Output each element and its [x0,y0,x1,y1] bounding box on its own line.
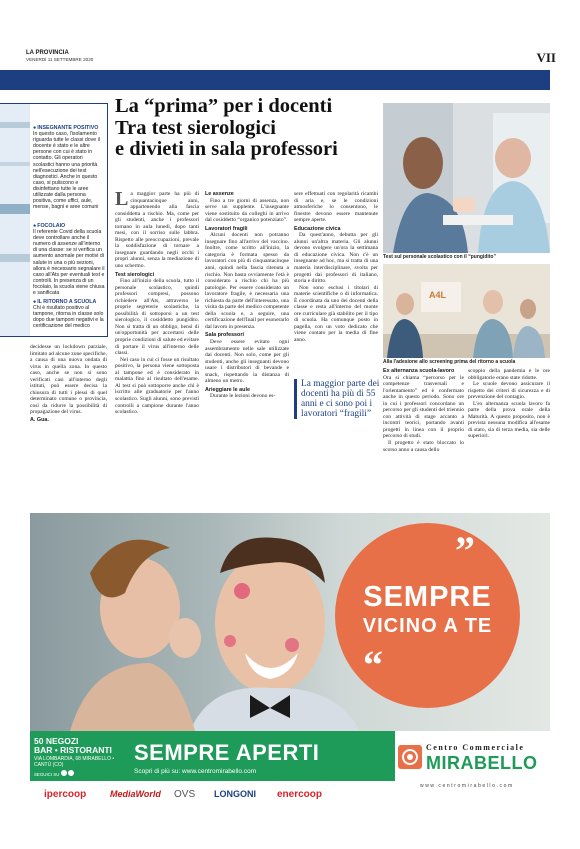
ad-store-info [34,737,126,777]
paragraph: Le scuole devono assicurare il rispetto dei criteri di sicurezza e di prevenzione del contagio. [468,381,550,401]
paragraph: Da quest'anno, debutta per gli alunni un'altra materia. Gli alunni devono svolgere un'ora la settimana di educazione civica. Non c'è un insegnante ad hoc, ma si tratta di una materia interdisciplinare, svolta per progetti dai professori di italiano, storia e diritto. [294,232,378,285]
sidebar-section-focolaio [33,223,105,296]
sidebar-section-text: Chi è risultato positivo al tampone, ritorna in classe solo dopo due tamponi negativi e la certificazione del medico [33,305,104,330]
article-column-3 [294,191,378,373]
drop-cap: L [115,191,129,210]
paragraph: sere effettuati con regolarità ricambi di aria e, se le condizioni atmosferiche lo consentono, le finestre devono essere mantenute sempre aperte. [294,191,378,224]
paragraph: Deve essere evitato ogni assembramento nelle sale utilizzate dai docenti. Non solo, come per gli studenti, anche gli insegnanti devono usare i distributori di bevande e snack, rispettando la distanza di almeno un metro. [205,339,289,385]
instagram-icon [68,770,74,776]
article-signature: A. Gua. [30,417,49,424]
brand-strip [30,783,550,811]
headline-line: La “prima” per i docenti [115,95,333,117]
paragraph: L'ex alternanza scuola lavoro fa parte della prova orale della Maturità. A questo proposito, non è prevista nessuna modifica all'esame di stato, sia di terza media, sia delle superiori. [468,400,550,440]
ad-green-banner [30,731,395,781]
sidebar-section-text: In questo caso, l'isolamento riguarda tutte le classi dove il docente è stato e le altre persone con cui è stato in contatto. Gli operatori scolastici hanno una priorità nell'esecuzione dei test diagnostici. Anche in questo caso, si puliscono e disinfettano tutte le aree utilizzate dalla persona positiva, come uffici, aule, mense, bagni e aree comuni [33,131,100,211]
slogan-line-1: SEMPRE [363,581,492,613]
paragraph: Ora si chiama “percorso per le competenze trasversali e l'orientamento” ed è confermato anche in questo periodo. Sono ore in cui i professori concordano un percorso per gli studenti del triennio con attività di stage accanto a incontri teorici, portando avanti progetti in linea con il proprio percorso di studi. [383,374,464,440]
advertisement[interactable] [30,513,550,815]
sidebar-section-insegnante [33,125,105,210]
article-column-2 [205,191,289,497]
quote-open-icon: ” [455,528,475,573]
paragraph: scoppio della pandemia e le ore obbligatorie erano state ridotte. [468,368,550,381]
ad-follow: SEGUICI SU [34,770,126,777]
headline-line: e divieti in sala professori [115,138,338,160]
sidebar-section-title: ● IL RITORNO A SCUOLA [33,299,96,305]
brand-enercoop: enercoop [277,789,323,800]
article-column-5 [468,368,550,496]
quote-close-icon: “ [363,642,383,687]
headline-line: Tra test sierologici [115,116,276,139]
photo-screening [383,264,550,358]
paragraph: Alcuni docenti non potranno insegnare fino all'arrivo del vaccino. Inoltre, come scritto all'inizio, la categoria è formata spesso da lavoratori con più di cinquantacinque anni, quindi nella fascia ritenuta a rischio. Non basta ovviamente l'età è considerato a rischio chi ha più patologie. Per essere considerato un lavoratore fragile, è necessaria una richiesta da parte dell'interessato, una visita da parte del medico competente della scuola e, a seguire, una certificazione dell'Inail per esonerarlo dal lavoro in presenza. [205,232,289,330]
logo-url: www.centromirabello.com [420,783,514,789]
ad-stores-count: 50 NEGOZI [34,736,79,746]
photo-caption: Alla l'adesione allo screening prima del ritorno a scuola [383,359,516,365]
logo-name: MIRABELLO [426,753,538,773]
mirabello-logo-icon [398,745,422,769]
subheading: Lavoratori fragili [205,225,248,232]
article-column-4 [383,368,464,496]
sidebar-section-title: ● INSEGNANTE POSITIVO [33,125,98,131]
brand-mediaworld: MediaWorld [110,789,161,799]
photo-wall-sign: A4L [429,290,447,300]
ad-always-open: SEMPRE APERTI [134,740,320,765]
subheading: Le assenze [205,191,234,197]
paragraph: Il progetto è stato bloccato lo scorso anno a causa dello [383,440,464,453]
subheading: Arieggiare le aule [205,386,250,393]
ad-address: VIA LOMBARDIA, 68 MIRABELLO • CANTÙ (CO) [34,756,115,768]
sidebar-box [0,103,108,337]
paragraph: Durante le lezioni devono es- [210,393,276,400]
photo-caption: Test sul personale scolastico con il “pungidito” [383,254,496,260]
slogan-circle [335,523,520,708]
sidebar-section-ritorno [33,299,105,329]
paragraph: Nel caso in cui ci fosse un risultato positivo, la persona viene sottoposta al tampone ed è considerato in malattia fino al risultato dell'esame. Al test si può sottoporre anche chi è iscritto alle graduatorie per l'anno scolastico. Sugli alunni, sono previsti controlli a campione durante l'anno scolastico. [115,356,199,416]
sidebar-illustration [0,104,30,336]
subheading: Educazione civica [294,225,341,232]
article-column-1 [115,191,199,497]
brand-longoni: LONGONI [214,789,256,799]
article-column-left [30,344,107,496]
paragraph: Fino all'inizio della scuola, tutto il personale scolastico, quindi professori compresi, possono richiedere all'Ats, attraverso le proprie segreterie scolastiche, la possibilità di sottoporsi a un test sierologico, il cosiddetto pungidito. Non si tratta di un obbligo, bensì di un'opportunità per accertarsi delle proprie condizioni di salute ed evitare di portare il virus all'interno delle classi. [115,278,199,357]
subheading: Sala professori [205,332,244,339]
page-number: VII [536,50,556,65]
subheading: Test sierologici [115,271,155,278]
slogan-line-2: VICINO A TE [362,615,493,637]
ad-bar-restaurants: BAR • RISTORANTI [34,744,112,755]
paragraph: Non sono esclusi i titolari di materie scientifiche o di informatica. È coordinata da uno dei docenti della classe e resta all'interno del monte ore curriculare già stabilito per il tipo di scuola. Ha comunque posto in pagella, con un voto dedicato che viene contato per la media di fine anno. [294,284,378,344]
photo-teacher-test [383,103,550,253]
masthead [26,50,93,62]
ad-website-link[interactable]: Scopri di più su: www.centromirabello.com [134,768,257,775]
issue-date: VENERDÌ 11 SETTEMBRE 2020 [26,57,94,62]
paragraph: a maggior parte ha più di cinquantacinque anni, appartenendo alla fascia considdetta a rischio. Ma, come per gli studenti, anche i professori tornano in aula lunedì, dopo tanti mesi, con il sorriso sulle labbra. Rispetto alle preoccupazioni, prevale la soddisfazione di tornare a insegnare guardando negli occhi i propri alunni, senza la mediazione di uno schermo. [115,191,199,270]
article-headline [115,96,383,161]
facebook-icon [61,770,67,776]
logo-subtitle: Centro Commerciale [426,743,525,752]
brand-ipercoop: ipercoop [44,789,87,800]
header-bar [0,70,550,90]
sidebar-section-text: Il referente Covid della scuola deve controllare anche il numero di assenze all'interno di una classe: se si verifica un aumento anomale per motivi di salute in una o più sezioni, allora è necessario segnalare il caso all'Ats per eventuali test e controlli. In presenza di un focolaio, la scuola viene chiusa e sanificata [33,229,105,297]
brand-ovs: OVS [174,789,196,800]
paragraph: Fino a tre giorni di assenza, non serve un supplente. L'insegnante viene sostituito da colleghi in arrivo dal cosiddetto “organico potenziato”. [205,197,289,224]
column-text: decidesse un lockdown parziale, limitato ad alcune zone specifiche, a causa di una nuova ondata di virus in quella zona. In questo caso, anche se non si sono verificati casi all'interno degli istituti, può essere decisa la chiusura di tutti i plessi di quel determinato comune o provincia, così da ridurre la possibilità di propagazione del virus. [30,344,107,416]
pull-quote: La maggior parte dei docenti ha più di 55 anni e ci sono poi i lavoratori “fragili” [294,379,383,419]
sidebar-section-title: ● FOCOLAIO [33,223,65,229]
subheading: Ex alternanza scuola-lavoro [383,368,455,374]
masthead-title: LA PROVINCIA [26,50,69,56]
